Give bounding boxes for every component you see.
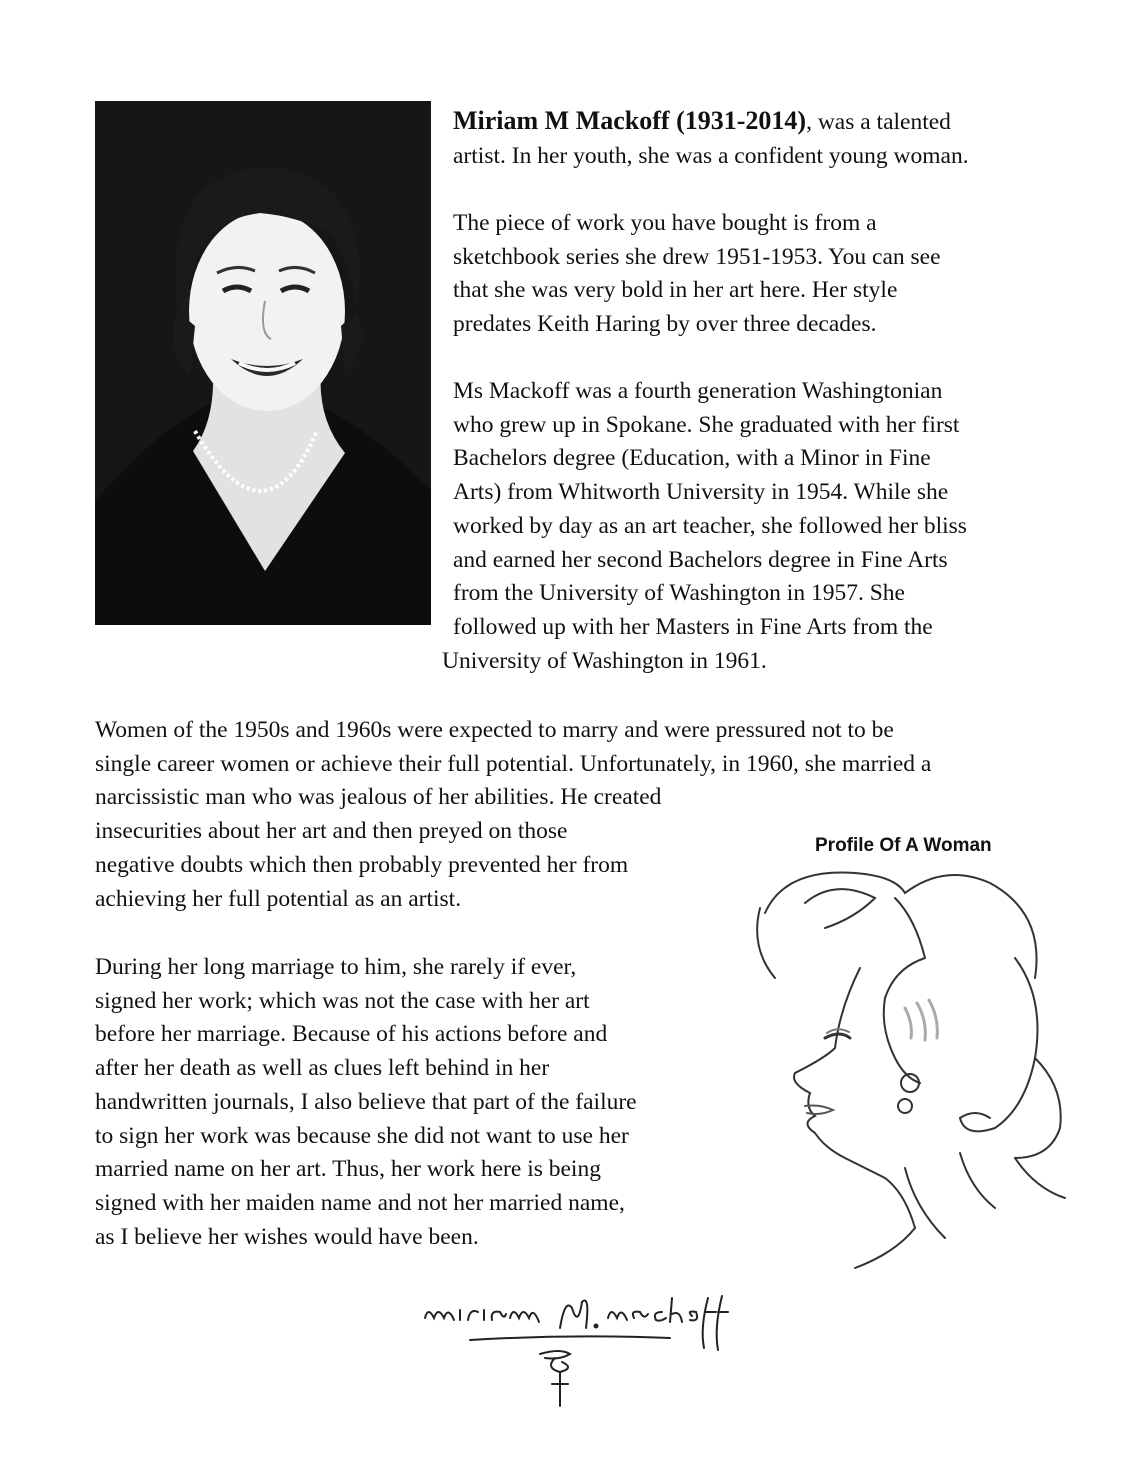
bio-line: worked by day as an art teacher, she followed her bliss [453, 512, 967, 539]
purchase-line: that she was very bold in her art here. Her style [453, 277, 898, 304]
women-line: insecurities about her art and then preyed on those [95, 818, 568, 845]
women-line: achieving her full potential as an artist. [95, 885, 462, 912]
marriage-line: to sign her work was because she did not want to use her [95, 1122, 629, 1149]
women-line: narcissistic man who was jealous of her abilities. He created [95, 784, 662, 811]
portrait-photo [95, 101, 431, 625]
marriage-line: married name on her art. Thus, her work here is being [95, 1156, 601, 1183]
profile-sketch [745, 858, 1075, 1288]
purchase-line: sketchbook series she drew 1951-1953. You can see [453, 243, 941, 270]
purchase-line: predates Keith Haring by over three decades. [453, 311, 877, 338]
bio-line: who grew up in Spokane. She graduated with her first [453, 411, 960, 438]
bio-line: followed up with her Masters in Fine Arts from the [453, 613, 933, 640]
artist-signature [410, 1288, 740, 1468]
bio-line: Bachelors degree (Education, with a Minor in Fine [453, 445, 931, 472]
bio-paragraph [442, 375, 967, 678]
bio-line: Ms Mackoff was a fourth generation Washingtonian [453, 378, 943, 404]
purchase-paragraph [453, 207, 941, 342]
bio-line: Arts) from Whitworth University in 1954. While she [453, 479, 949, 506]
marriage-line: before her marriage. Because of his actions before and [95, 1021, 608, 1048]
intro-paragraph [453, 104, 969, 173]
marriage-line: after her death as well as clues left behind in her [95, 1055, 550, 1082]
women-line: Women of the 1950s and 1960s were expected to marry and were pressured not to be [95, 717, 894, 743]
intro-line-2: artist. In her youth, she was a confident young woman. [453, 142, 969, 169]
marriage-line: signed with her maiden name and not her married name, [95, 1189, 625, 1216]
bio-line: and earned her second Bachelors degree in Fine Arts [453, 546, 948, 573]
bio-line: from the University of Washington in 1957. She [453, 580, 905, 607]
intro-line-1-rest: , was a talented [806, 109, 951, 135]
drawing-title: Profile Of A Woman [815, 835, 992, 856]
purchase-line: The piece of work you have bought is from a [453, 210, 877, 236]
women-line: single career women or achieve their full potential. Unfortunately, in 1960, she married a [95, 750, 932, 777]
marriage-line: During her long marriage to him, she rarely if ever, [95, 954, 577, 980]
marriage-line: as I believe her wishes would have been. [95, 1223, 479, 1250]
marriage-line: signed her work; which was not the case with her art [95, 987, 590, 1014]
artist-name: Miriam M Mackoff (1931-2014) [453, 106, 807, 135]
women-line: negative doubts which then probably prevented her from [95, 851, 629, 878]
marriage-line: handwritten journals, I also believe that part of the failure [95, 1088, 637, 1115]
bio-line: University of Washington in 1961. [442, 647, 767, 674]
marriage-paragraph [95, 951, 637, 1254]
